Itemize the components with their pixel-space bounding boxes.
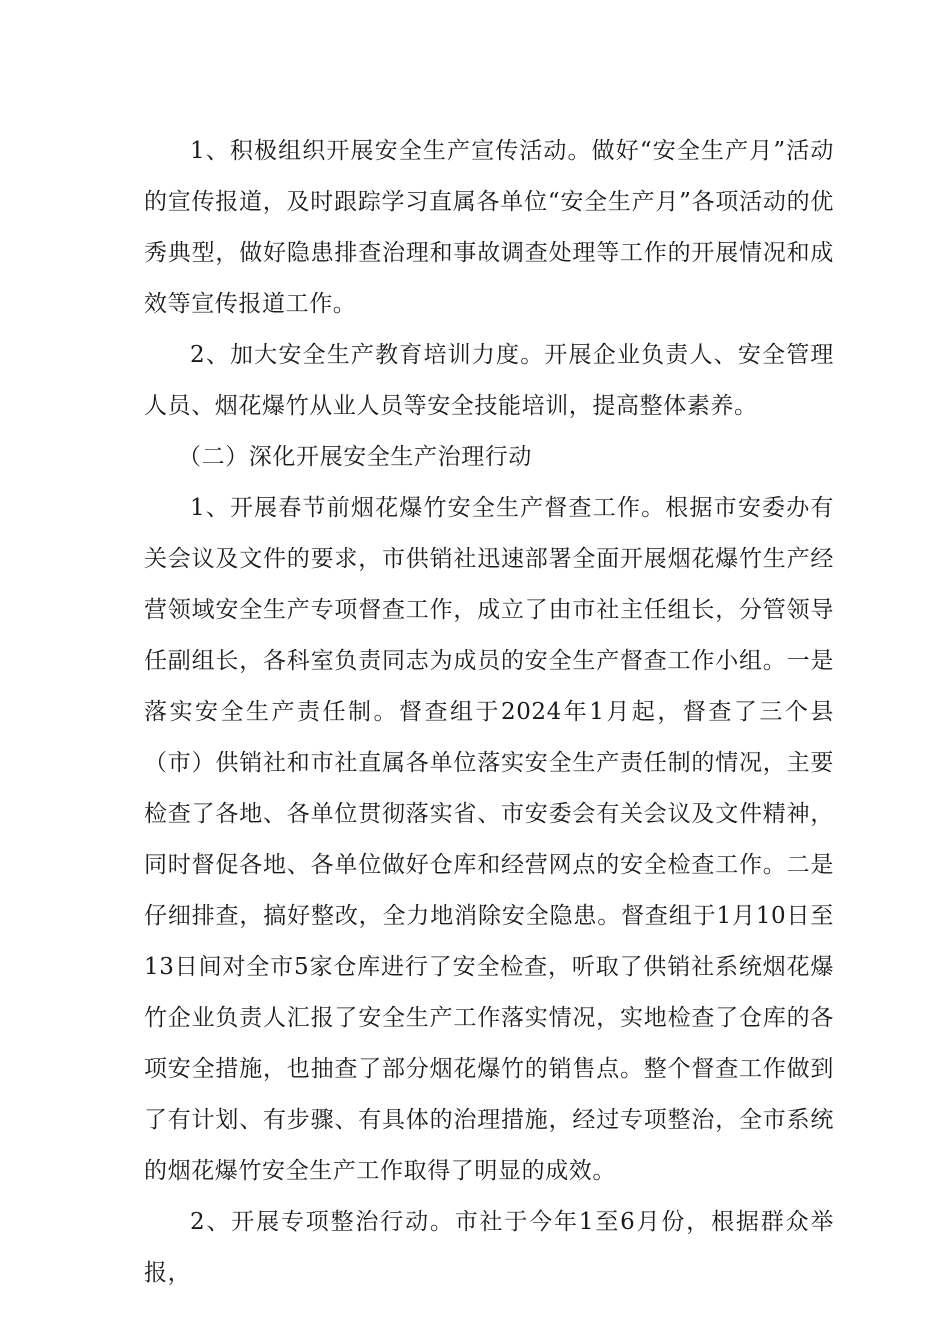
paragraph-publicity: 1、积极组织开展安全生产宣传活动。做好“安全生产月”活动的宣传报道，及时跟踪学习直属各单位“安全生产月”各项活动的优秀典型，做好隐患排查治理和事故调查处理等工作的开展情况和成效等宣传报道工作。 [144,138,834,317]
section-heading: （二）深化开展安全生产治理行动 [178,444,532,470]
document-body [144,126,834,1299]
paragraph-training: 2、加大安全生产教育培训力度。开展企业负责人、安全管理人员、烟花爆竹从业人员等安全技能培训，提高整体素养。 [144,342,834,419]
paragraph-fireworks-inspection: 1、开展春节前烟花爆竹安全生产督查工作。根据市安委办有关会议及文件的要求，市供销社迅速部署全面开展烟花爆竹生产经营领域安全生产专项督查工作，成立了由市社主任组长，分管领导任副组长，各科室负责同志为成员的安全生产督查工作小组。一是落实安全生产责任制。督查组于2024年1月起，督查了三个县（市）供销社和市社直属各单位落实安全生产责任制的情况，主要检查了各地、各单位贯彻落实省、市安委会有关会议及文件精神，同时督促各地、各单位做好仓库和经营网点的安全检查工作。二是仔细排查，搞好整改，全力地消除安全隐患。督查组于1月10日至13日间对全市5家仓库进行了安全检查，听取了供销社系统烟花爆竹企业负责人汇报了安全生产工作落实情况，实地检查了仓库的各项安全措施，也抽查了部分烟花爆竹的销售点。整个督查工作做到了有计划、有步骤、有具体的治理措施，经过专项整治，全市系统的烟花爆竹安全生产工作取得了明显的成效。 [144,495,834,1184]
paragraph-special-rectification: 2、开展专项整治行动。市社于今年1至6月份，根据群众举报， [144,1209,834,1286]
